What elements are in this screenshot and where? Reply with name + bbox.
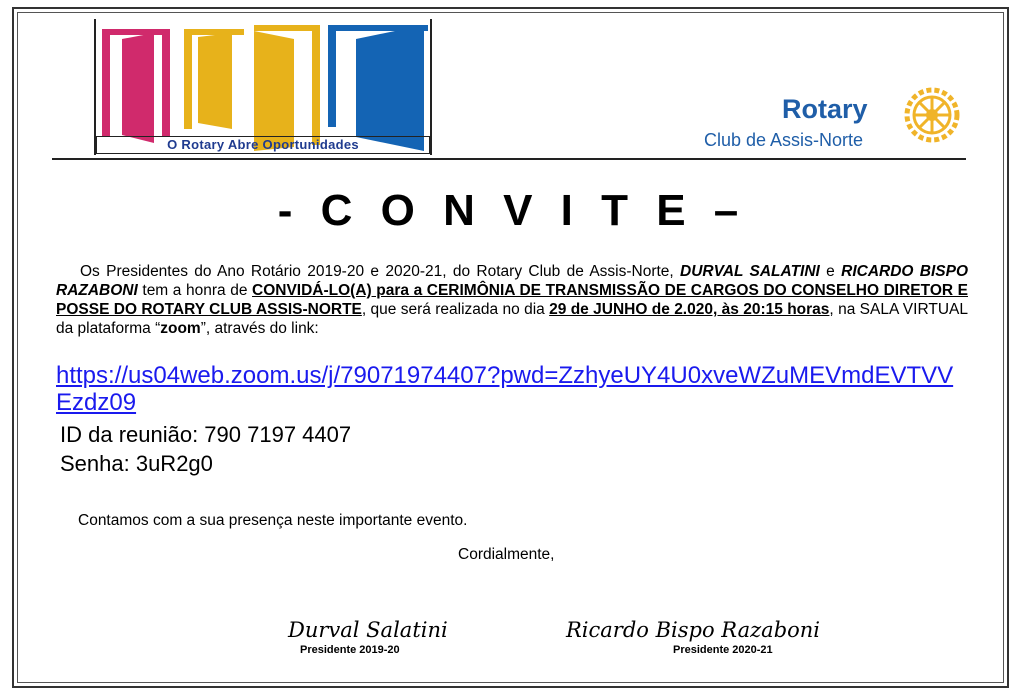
body-paragraph [56,262,968,338]
meeting-id: ID da reunião: 790 7197 4407 [60,422,352,447]
meeting-details [60,420,351,478]
closing-text: Contamos com a sua presença neste importante evento. [78,512,468,529]
president-name-1: DURVAL SALATINI [680,263,820,280]
club-location: Club de Assis-Norte [704,130,864,150]
body-text-b: e [819,263,842,280]
signature-1-role: Presidente 2019-20 [300,644,400,656]
body-text-f: ”, através do link: [200,320,319,337]
doors-logo-icon [94,19,432,155]
signature-2: Ricardo Bispo Razaboni [566,618,821,642]
rotary-wordmark: Rotary [782,94,868,124]
signature-2-role: Presidente 2020-21 [673,644,773,656]
invite-statement: CONVIDÁ-LO(A) para a CERIMÔNIA DE TRANSMISSÃO DE CARGOS DO CONSELHO DIRETOR E POSSE DO ROTARY CLUB ASSIS-NORTE [56,282,968,318]
zoom-link[interactable]: https://us04web.zoom.us/j/79071974407?pwd=ZzhyeUY4U0xveWZuMEVmdEVTVVEzdz09 [56,362,954,416]
invitation-title: - C O N V I T E – [277,186,747,235]
body-text-a: Os Presidentes do Ano Rotário 2019-20 e 2020-21, do Rotary Club de Assis-Norte, [80,263,681,280]
meeting-password: Senha: 3uR2g0 [60,451,213,476]
signature-1: Durval Salatini [288,618,448,642]
rotary-wheel-icon [898,87,966,143]
body-text-e: , na SALA VIRTUAL da plataforma “ [56,301,968,337]
invitation-body [56,262,968,338]
regards-text: Cordialmente, [458,546,555,563]
doors-logo [94,19,432,155]
body-text-c: tem a honra de [137,282,253,299]
body-text-d: , que será realizada no dia [361,301,550,318]
platform-name: zoom [160,320,201,337]
header-divider [52,158,966,160]
logo-slogan: O Rotary Abre Oportunidades [96,136,430,154]
event-date: 29 de JUNHO de 2.020, às 20:15 horas [549,301,830,318]
president-name-2: RICARDO BISPO RAZABONI [56,263,969,299]
